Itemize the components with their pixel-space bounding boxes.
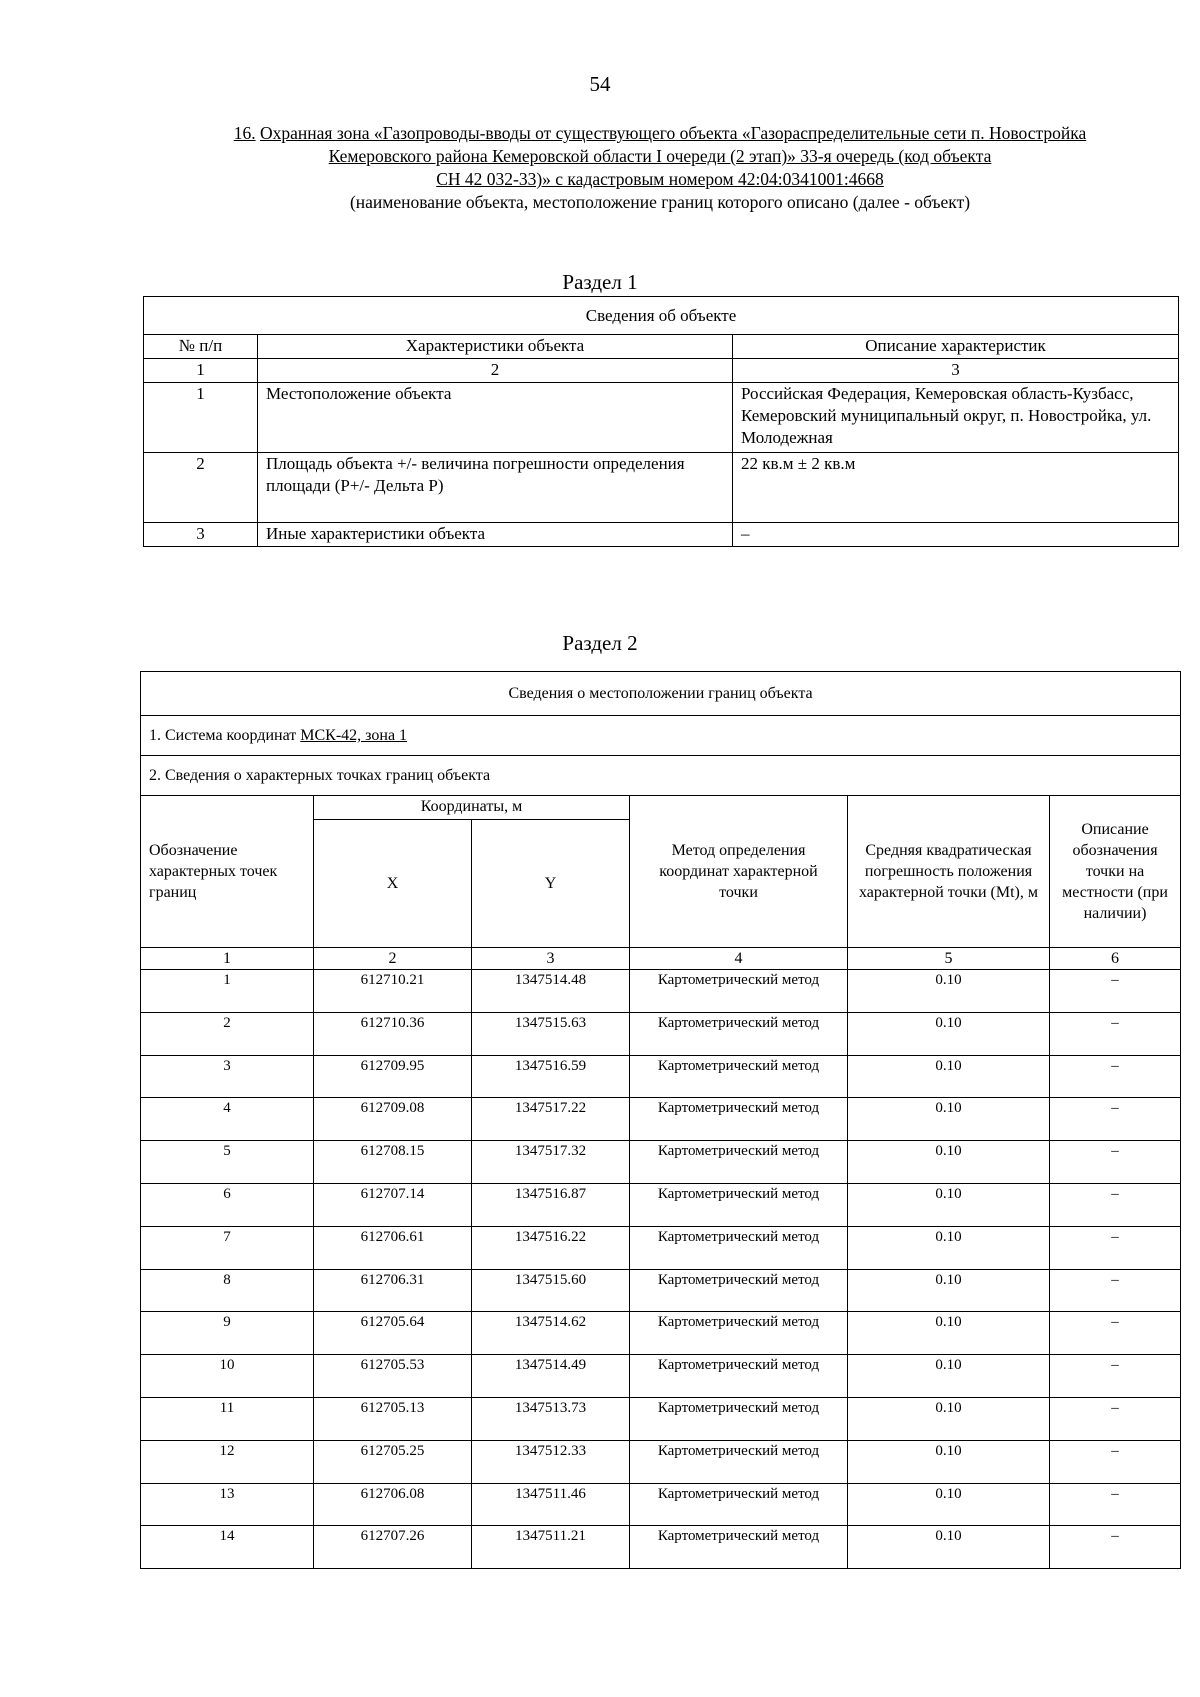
coord-y: 1347515.60	[472, 1269, 630, 1312]
table-row	[141, 1312, 1181, 1355]
row-description: 22 кв.м ± 2 кв.м	[733, 453, 1179, 523]
table-row	[141, 1440, 1181, 1483]
table-row	[141, 1226, 1181, 1269]
row-description: Российская Федерация, Кемеровская область-Кузбасс, Кемеровский муниципальный округ, п. Новостройка, ул. Молодежная	[733, 383, 1179, 453]
method: Картометрический метод	[630, 1355, 848, 1398]
coord-y: 1347516.87	[472, 1183, 630, 1226]
table-row	[144, 383, 1179, 453]
error-value: 0.10	[848, 1355, 1050, 1398]
coord-x: 612708.15	[314, 1141, 472, 1184]
coord-x: 612706.61	[314, 1226, 472, 1269]
table-row	[141, 1183, 1181, 1226]
points-info-title: 2. Сведения о характерных точках границ объекта	[141, 756, 1181, 796]
table-row	[141, 1269, 1181, 1312]
coord-y: 1347514.48	[472, 970, 630, 1013]
coord-x: 612705.53	[314, 1355, 472, 1398]
header-characteristics: Характеристики объекта	[258, 335, 733, 359]
point-label: 1	[141, 970, 314, 1013]
coord-y: 1347513.73	[472, 1397, 630, 1440]
point-label: 6	[141, 1183, 314, 1226]
row-number: 3	[144, 523, 258, 547]
title-caption: (наименование объекта, местоположение границ которого описано (далее - объект)	[349, 192, 971, 212]
error-value: 0.10	[848, 1526, 1050, 1569]
method: Картометрический метод	[630, 1183, 848, 1226]
table-row	[141, 1098, 1181, 1141]
row-characteristic: Площадь объекта +/- величина погрешности определения площади (Р+/- Дельта Р)	[258, 453, 733, 523]
table-row	[144, 453, 1179, 523]
method: Картометрический метод	[630, 1226, 848, 1269]
coord-x: 612707.26	[314, 1526, 472, 1569]
coord-x: 612705.25	[314, 1440, 472, 1483]
method: Картометрический метод	[630, 1012, 848, 1055]
document-title	[140, 122, 1180, 214]
point-description: –	[1050, 1226, 1181, 1269]
object-info-table	[143, 296, 1179, 547]
error-value: 0.10	[848, 1055, 1050, 1098]
error-value: 0.10	[848, 970, 1050, 1013]
method: Картометрический метод	[630, 1312, 848, 1355]
col-number: 4	[630, 948, 848, 970]
coord-x: 612705.13	[314, 1397, 472, 1440]
method: Картометрический метод	[630, 970, 848, 1013]
col-number: 3	[472, 948, 630, 970]
point-label: 4	[141, 1098, 314, 1141]
location-table-title: Сведения о местоположении границ объекта	[141, 672, 1181, 716]
point-description: –	[1050, 1141, 1181, 1184]
point-label: 14	[141, 1526, 314, 1569]
point-label: 8	[141, 1269, 314, 1312]
error-value: 0.10	[848, 1141, 1050, 1184]
header-error: Средняя квадратическая погрешность положения характерной точки (Mt), м	[848, 796, 1050, 948]
coord-x: 612710.36	[314, 1012, 472, 1055]
col-number: 3	[733, 359, 1179, 383]
coord-y: 1347517.32	[472, 1141, 630, 1184]
header-num: № п/п	[144, 335, 258, 359]
method: Картометрический метод	[630, 1440, 848, 1483]
header-x: X	[314, 820, 472, 948]
title-line-3: СН 42 032-33)» с кадастровым номером 42:04:0341001:4668	[436, 169, 884, 189]
col-number: 1	[141, 948, 314, 970]
table-row	[144, 523, 1179, 547]
point-label: 13	[141, 1483, 314, 1526]
boundary-points-table	[140, 671, 1181, 1569]
point-description: –	[1050, 970, 1181, 1013]
point-label: 11	[141, 1397, 314, 1440]
table-row	[141, 970, 1181, 1013]
point-description: –	[1050, 1055, 1181, 1098]
coord-y: 1347514.62	[472, 1312, 630, 1355]
error-value: 0.10	[848, 1012, 1050, 1055]
coord-y: 1347515.63	[472, 1012, 630, 1055]
table-row	[141, 1141, 1181, 1184]
row-characteristic: Иные характеристики объекта	[258, 523, 733, 547]
point-description: –	[1050, 1483, 1181, 1526]
row-characteristic: Местоположение объекта	[258, 383, 733, 453]
method: Картометрический метод	[630, 1526, 848, 1569]
point-label: 9	[141, 1312, 314, 1355]
point-description: –	[1050, 1440, 1181, 1483]
point-description: –	[1050, 1355, 1181, 1398]
coord-x: 612707.14	[314, 1183, 472, 1226]
point-label: 10	[141, 1355, 314, 1398]
error-value: 0.10	[848, 1440, 1050, 1483]
header-point-designation: Обозначение характерных точек границ	[141, 796, 314, 948]
error-value: 0.10	[848, 1269, 1050, 1312]
point-label: 7	[141, 1226, 314, 1269]
row-number: 2	[144, 453, 258, 523]
title-number: 16.	[233, 123, 256, 143]
header-description: Описание характеристик	[733, 335, 1179, 359]
row-description: –	[733, 523, 1179, 547]
coord-x: 612710.21	[314, 970, 472, 1013]
table-row	[141, 1526, 1181, 1569]
method: Картометрический метод	[630, 1098, 848, 1141]
section-2-heading: Раздел 2	[562, 631, 638, 655]
error-value: 0.10	[848, 1397, 1050, 1440]
col-number: 5	[848, 948, 1050, 970]
point-description: –	[1050, 1098, 1181, 1141]
coord-x: 612706.31	[314, 1269, 472, 1312]
method: Картометрический метод	[630, 1269, 848, 1312]
error-value: 0.10	[848, 1226, 1050, 1269]
method: Картометрический метод	[630, 1055, 848, 1098]
table-row	[141, 1483, 1181, 1526]
error-value: 0.10	[848, 1312, 1050, 1355]
header-y: Y	[472, 820, 630, 948]
point-description: –	[1050, 1312, 1181, 1355]
header-method: Метод определения координат характерной точки	[630, 796, 848, 948]
coord-y: 1347512.33	[472, 1440, 630, 1483]
coordinate-system-value: МСК-42, зона 1	[300, 727, 408, 744]
object-table-title: Сведения об объекте	[144, 297, 1179, 335]
table-row	[141, 1055, 1181, 1098]
header-coordinates: Координаты, м	[314, 796, 630, 820]
table-row	[141, 1355, 1181, 1398]
col-number: 2	[314, 948, 472, 970]
coord-x: 612709.95	[314, 1055, 472, 1098]
page-number: 54	[589, 72, 611, 96]
coord-x: 612709.08	[314, 1098, 472, 1141]
section-1-heading: Раздел 1	[562, 270, 638, 294]
point-description: –	[1050, 1183, 1181, 1226]
coord-y: 1347511.21	[472, 1526, 630, 1569]
coord-y: 1347516.59	[472, 1055, 630, 1098]
point-label: 12	[141, 1440, 314, 1483]
error-value: 0.10	[848, 1098, 1050, 1141]
title-line-2: Кемеровского района Кемеровской области I очереди (2 этап)» 33-я очередь (код объекта	[328, 146, 992, 166]
coord-x: 612706.08	[314, 1483, 472, 1526]
point-description: –	[1050, 1397, 1181, 1440]
coord-y: 1347514.49	[472, 1355, 630, 1398]
point-description: –	[1050, 1526, 1181, 1569]
error-value: 0.10	[848, 1483, 1050, 1526]
col-number: 1	[144, 359, 258, 383]
point-label: 5	[141, 1141, 314, 1184]
error-value: 0.10	[848, 1183, 1050, 1226]
point-description: –	[1050, 1012, 1181, 1055]
table-row	[141, 1012, 1181, 1055]
method: Картометрический метод	[630, 1483, 848, 1526]
col-number: 2	[258, 359, 733, 383]
coord-y: 1347516.22	[472, 1226, 630, 1269]
method: Картометрический метод	[630, 1141, 848, 1184]
header-point-description: Описание обозначения точки на местности (при наличии)	[1050, 796, 1181, 948]
point-label: 2	[141, 1012, 314, 1055]
coord-x: 612705.64	[314, 1312, 472, 1355]
point-label: 3	[141, 1055, 314, 1098]
table-row	[141, 1397, 1181, 1440]
coord-y: 1347511.46	[472, 1483, 630, 1526]
title-line-1: Охранная зона «Газопроводы-вводы от существующего объекта «Газораспределительные сети п. Новостройка	[260, 123, 1087, 143]
coord-y: 1347517.22	[472, 1098, 630, 1141]
coordinate-system-label: 1. Система координат	[149, 727, 301, 744]
coordinate-system	[141, 716, 1181, 756]
point-description: –	[1050, 1269, 1181, 1312]
row-number: 1	[144, 383, 258, 453]
method: Картометрический метод	[630, 1397, 848, 1440]
col-number: 6	[1050, 948, 1181, 970]
